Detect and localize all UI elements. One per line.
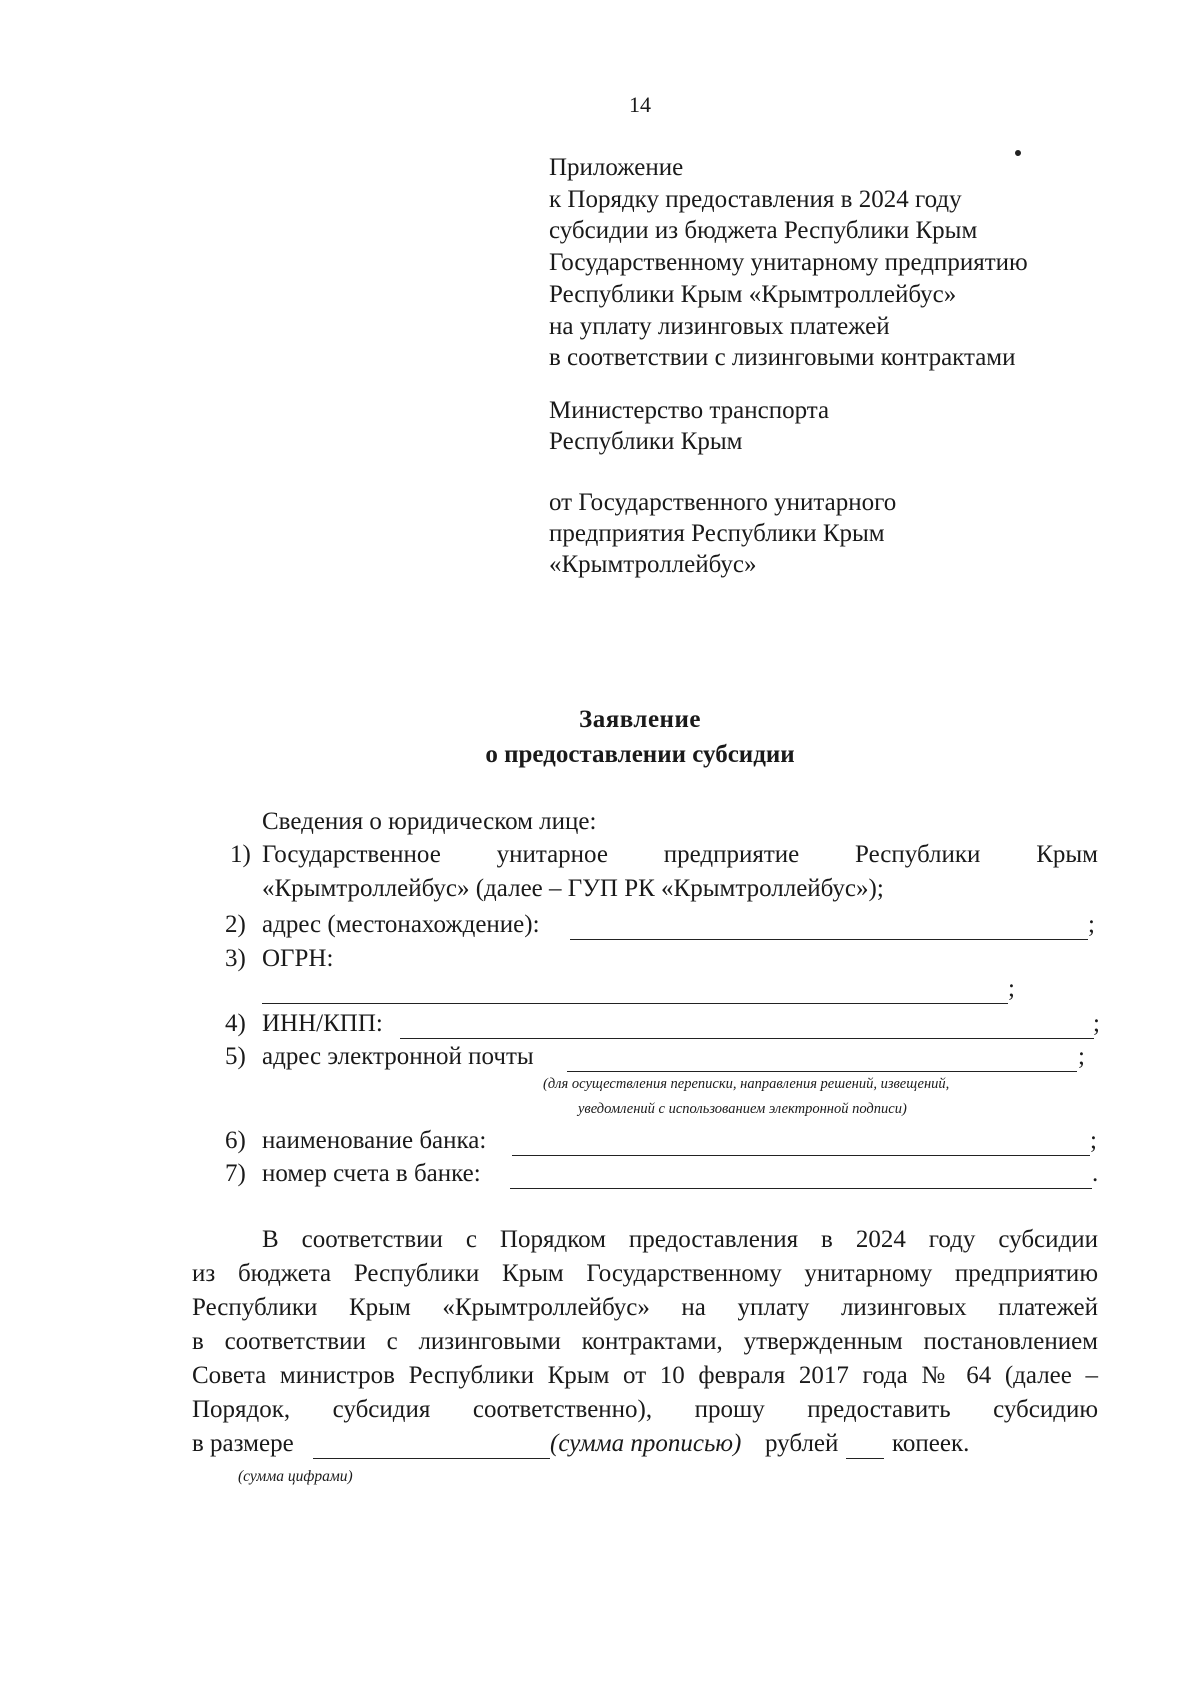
account-field xyxy=(510,1188,1092,1189)
appendix-line: к Порядку предоставления в 2024 году xyxy=(549,185,962,213)
amount-digits-hint: (сумма цифрами) xyxy=(238,1468,353,1485)
item-number: 6) xyxy=(225,1127,246,1154)
body-line: Порядок, субсидия соответственно), прошу предоставить субсидию xyxy=(192,1396,1098,1423)
inn-kpp-label: ИНН/КПП: xyxy=(262,1010,383,1037)
email-hint-line-2: уведомлений с использованием электронной подписи) xyxy=(578,1101,907,1117)
field-end: ; xyxy=(1088,911,1095,938)
email-field xyxy=(567,1071,1077,1072)
sender-line: «Крымтроллейбус» xyxy=(549,551,757,578)
item-number: 1) xyxy=(230,841,251,868)
amount-digits-field xyxy=(313,1458,550,1459)
appendix-line: субсидии из бюджета Республики Крым xyxy=(549,217,978,245)
account-label: номер счета в банке: xyxy=(262,1160,481,1187)
item-1-line-1: Государственное унитарное предприятие Республики Крым xyxy=(262,841,1098,868)
field-end: ; xyxy=(1093,1010,1100,1037)
body-line: В соответствии с Порядком предоставления в 2024 году субсидии xyxy=(262,1226,1098,1253)
appendix-block xyxy=(549,152,1028,374)
page-number: 14 xyxy=(629,92,651,117)
item-number: 5) xyxy=(225,1043,246,1070)
kopecks-field xyxy=(846,1458,884,1459)
item-1-line-2: «Крымтроллейбус» (далее – ГУП РК «Крымтроллейбус»); xyxy=(262,875,884,902)
kopecks-label: копеек. xyxy=(892,1430,970,1457)
field-end: . xyxy=(1092,1160,1099,1187)
ogrn-label: ОГРН: xyxy=(262,945,334,972)
appendix-line: на уплату лизинговых платежей xyxy=(549,312,890,340)
address-label: адрес (местонахождение): xyxy=(262,911,540,938)
body-line: из бюджета Республики Крым Государственному унитарному предприятию xyxy=(192,1260,1098,1287)
email-hint-line-1: (для осуществления переписки, направления решений, извещений, xyxy=(543,1076,950,1092)
info-heading: Сведения о юридическом лице: xyxy=(262,808,597,835)
ogrn-field xyxy=(262,1003,1008,1004)
body-line: Республики Крым «Крымтроллейбус» на уплату лизинговых платежей xyxy=(192,1294,1098,1321)
document-title: Заявление xyxy=(579,706,701,733)
document-subtitle: о предоставлении субсидии xyxy=(485,741,795,768)
email-label: адрес электронной почты xyxy=(262,1043,534,1070)
item-number: 7) xyxy=(225,1160,246,1187)
appendix-line: Республики Крым «Крымтроллейбус» xyxy=(549,280,957,308)
address-field xyxy=(570,939,1088,940)
item-number: 4) xyxy=(225,1010,246,1037)
addressee-line: Республики Крым xyxy=(549,428,743,455)
inn-kpp-field xyxy=(400,1038,1094,1039)
appendix-line: в соответствии с лизинговыми контрактами xyxy=(549,344,1016,372)
sender-block xyxy=(549,487,896,580)
sender-line: от Государственного унитарного xyxy=(549,489,897,516)
item-number: 3) xyxy=(225,945,246,972)
bank-name-label: наименование банка: xyxy=(262,1127,487,1154)
field-end: ; xyxy=(1008,975,1015,1002)
addressee-line: Министерство транспорта xyxy=(549,397,830,424)
amount-words-hint: (сумма прописью) xyxy=(550,1430,742,1457)
addressee-block xyxy=(549,395,829,457)
body-line: Совета министров Республики Крым от 10 февраля 2017 года № 64 (далее – xyxy=(192,1362,1098,1389)
field-end: ; xyxy=(1078,1043,1085,1070)
bank-name-field xyxy=(512,1155,1090,1156)
field-end: ; xyxy=(1090,1127,1097,1154)
rubles-label: рублей xyxy=(765,1430,839,1457)
body-line: в соответствии с лизинговыми контрактами, утвержденным постановлением xyxy=(192,1328,1098,1355)
item-number: 2) xyxy=(225,911,246,938)
appendix-line: Государственному унитарному предприятию xyxy=(549,249,1028,277)
appendix-line: Приложение xyxy=(549,154,684,181)
amount-prefix: в размере xyxy=(192,1430,294,1457)
sender-line: предприятия Республики Крым xyxy=(549,520,885,547)
